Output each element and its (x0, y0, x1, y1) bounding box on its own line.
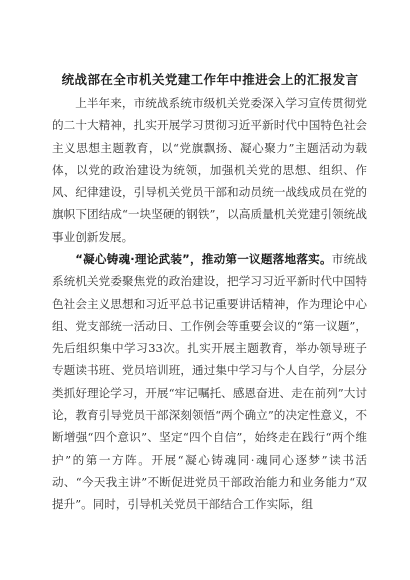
paragraph-intro (52, 92, 367, 248)
paragraph-intro-text: 上半年来，市统战系统市级机关党委深入学习宣传贯彻党的二十大精神，扎实开展学习贯彻习近平新时代中国特色社会主义思想主题教育，以“党旗飘扬、凝心聚力”主题活动为载体，以党的政治建设为统领，加强机关党的思想、组织、作风、纪律建设，引导机关党员干部和动员统一战线成员在党的旗帜下团结成“一块坚硬的钢铁”，以高质量机关党建引领统战事业创新发展。 (52, 96, 367, 244)
paragraph-section-1-text: 市统战系统机关党委聚焦党的政治建设，把学习习近平新时代中国特色社会主义思想和习近平总书记重要讲话精神，作为理论中心组、党支部统一活动日、工作例会等重要会议的“第一议题”，先后组织集中学习33次。扎实开展主题教育，举办领导班子专题读书班、党员培训班，通过集中学习与个人自学，分层分类抓好理论学习，开展“牢记嘱托、感恩奋进、走在前列”大讨论，教育引导党员干部深刻领悟“两个确立”的决定性意义，不断增强“四个意识”、坚定“四个自信”，始终走在践行“两个维护”的第一方阵。开展“凝心铸魂同·魂同心逐梦”读书活动、“今天我主讲”不断促进党员干部政治能力和业务能力“双提升”。同时，引导机关党员干部结合工作实际，组 (52, 252, 367, 512)
document-title: 统战部在全市机关党建工作年中推进会上的汇报发言 (61, 72, 359, 87)
paragraph-section-1 (52, 248, 367, 516)
section-heading: “凝心铸魂·理论武装”，推动第一议题落地落实。 (75, 252, 332, 266)
